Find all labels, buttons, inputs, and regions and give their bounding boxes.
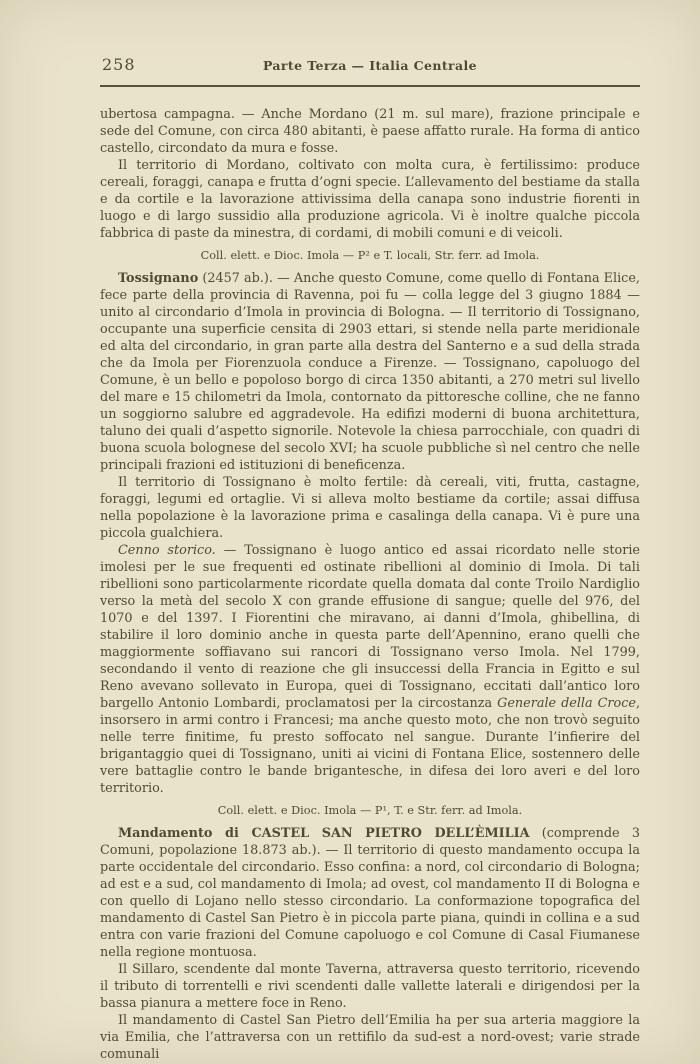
page-number: 258	[102, 55, 136, 74]
cenno-storico-lead: Cenno storico.	[118, 543, 216, 558]
cenno-storico-italic: Generale della Croce	[497, 696, 636, 711]
running-head	[100, 54, 640, 78]
cenno-storico-text-1: — Tossignano è luogo antico ed assai ricordato nelle storie imolesi per le sue frequenti ed ostinate ribellioni al dominio di Imola. Di tali ribellioni sono particolarmente ricordate quella domata dal conte Troilo Nardiglio verso la metà del secolo X con grande effusione di sangue; quelle del 976, del 1070 e del 1397. I Fiorentini che miravano, ai danni d’Imola, ghibellina, di stabilire il loro dominio anche in questa parte dell’Apennino, erano quelli che maggiormente soffiavano sui rancori di Tossignano verso Imola. Nel 1799, secondando il vento di reazione che gli insuccessi della Francia in Egitto e sul Reno avevano sollevato in Europa, quei di Tossignano, eccitati dall’antico loro bargello Antonio Lombardi, proclamatosi per la circostanza	[100, 543, 640, 711]
tossignano-lead: Tossignano	[118, 271, 199, 286]
paragraph-tossignano	[100, 270, 640, 474]
header-rule	[100, 85, 640, 87]
text-block	[100, 106, 640, 1063]
paragraph-mandamento-castel-san-pietro	[100, 825, 640, 961]
mandamento-text: (comprende 3 Comuni, popolazione 18.873 ab.). — Il territorio di questo mandamento occupa la parte occidentale del circondario. Esso confina: a nord, col circondario di Bologna; ad est e a sud, col mandamento di Imola; ad ovest, col mandamento II di Bologna e con quello di Lojano nello stesso circondario. La conformazione topografica del mandamento di Castel San Pietro è in piccola parte piana, quindi in collina e a sud entra con varie frazioni del Comune capoluogo e col Comune di Casal Fiumanese nella regione montuosa.	[100, 826, 640, 960]
paragraph-mordano-territorio: Il territorio di Mordano, coltivato con molta cura, è fertilissimo: produce cereali, foraggi, canapa e frutta d’ogni specie. L’allevamento del bestiame da stalla e da cortile e la lavorazione attivissima della canapa sono industrie fiorenti in luogo e di largo sussidio alla produzione agricola. Vi è inoltre qualche piccola fabbrica di paste da minestra, di cordami, di mobili comuni e di veicoli.	[100, 158, 640, 241]
note-coll-elett-1: Coll. elett. e Dioc. Imola — P² e T. locali, Str. ferr. ad Imola.	[200, 249, 540, 262]
note-coll-elett-2: Coll. elett. e Dioc. Imola — P¹, T. e Str. ferr. ad Imola.	[217, 804, 523, 817]
paragraph-sillaro: Il Sillaro, scendente dal monte Taverna, attraversa questo territorio, ricevendo il tributo di torrentelli e rivi scendenti dalle vallette laterali e dirigendosi per la bassa pianura a mettere foce in Reno.	[100, 962, 640, 1011]
cenno-storico-text-2: , insorsero in armi contro i Francesi; ma anche questo moto, che non trovò seguito nelle terre finitime, fu presto soffocato nel sangue. Durante l’infierire del brigantaggio quei di Tossignano, uniti ai vicini di Fontana Elice, sostennero delle vere battaglie contro le bande brigantesche, in difesa dei loro averi e del loro territorio.	[100, 696, 641, 796]
paragraph-tossignano-territorio: Il territorio di Tossignano è molto fertile: dà cereali, viti, frutta, castagne, foraggi, legumi ed ortaglie. Vi si alleva molto bestiame da cortile; assai diffusa nella popolazione è la lavorazione prima e casalinga della canapa. Vi è pure una piccola gualchiera.	[100, 475, 640, 541]
paragraph-via-emilia: Il mandamento di Castel San Pietro dell’Emilia ha per sua arteria maggiore la via Emilia, che l’attraversa con un rettifilo da sud-est a nord-ovest; varie strade comunali	[100, 1013, 640, 1062]
paragraph-cenno-storico	[100, 542, 640, 797]
mandamento-lead: Mandamento di CASTEL SAN PIETRO DELL’ÈMILIA	[118, 826, 530, 841]
tossignano-text: (2457 ab.). — Anche questo Comune, come quello di Fontana Elice, fece parte della provincia di Ravenna, poi fu — colla legge del 3 giugno 1884 — unito al circondario d’Imola in provincia di Bologna. — Il territorio di Tossignano, occupante una superficie censita di 2903 ettari, si stende nella parte meridionale ed alta del circondario, in gran parte alla destra del Santerno e a sud della strada che da Imola per Fiorenzuola conduce a Firenze. — Tossignano, capoluogo del Comune, è un bello e popoloso borgo di circa 1350 abitanti, a 270 metri sul livello del mare e 15 chilometri da Imola, contornato da pittoresche colline, che ne fanno un soggiorno salubre ed aggradevole. Ha edifizi moderni di buona architettura, taluno dei quali d’aspetto signorile. Notevole la chiesa parrocchiale, con quadri di buona scuola bolognese del secolo XVI; ha scuole pubbliche sì nel centro che nelle principali frazioni ed istituzioni di beneficenza.	[100, 271, 640, 473]
paragraph-mordano-intro: ubertosa campagna. — Anche Mordano (21 m. sul mare), frazione principale e sede del Comune, con circa 480 abitanti, è paese affatto rurale. Ha forma di antico castello, circondato da mura e fosse.	[100, 107, 640, 156]
running-title: Parte Terza — Italia Centrale	[262, 58, 478, 73]
